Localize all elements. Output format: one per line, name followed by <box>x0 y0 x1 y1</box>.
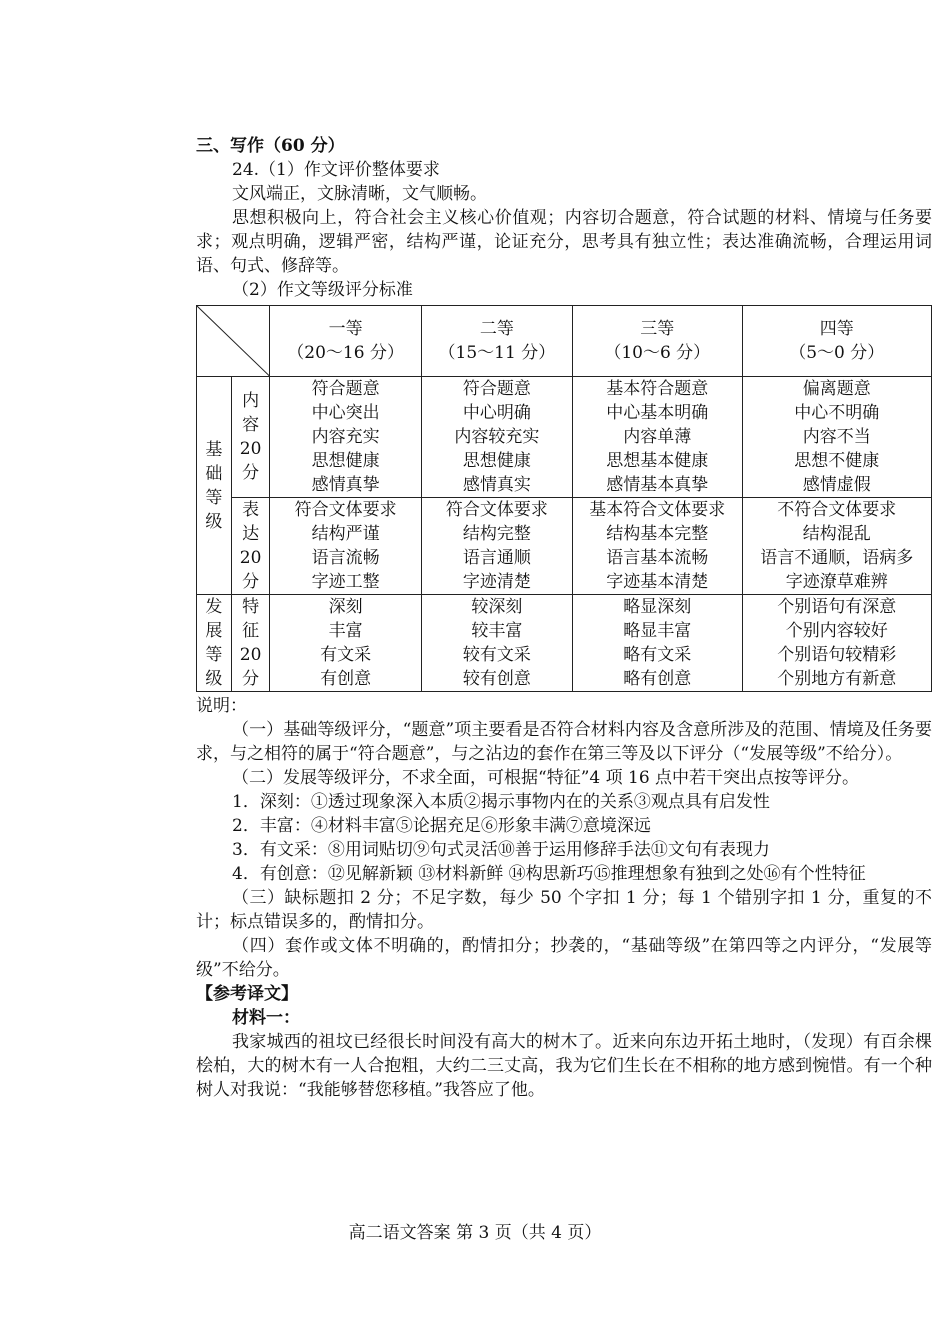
q24-requirement-paragraph: 思想积极向上，符合社会主义核心价值观；内容切合题意，符合试题的材料、情境与任务要求；观点明确，逻辑严密，结构严谨，论证充分，思考具有独立性；表达准确流畅，合理运用词语、句式、修辞等。 <box>196 208 932 276</box>
sub-expression-label: 表 达 20 分 <box>231 498 270 595</box>
feature-grade-1: 深刻 丰富 有文采 有创意 <box>270 595 421 692</box>
group-basic-label: 基 础 等 级 <box>197 377 232 595</box>
note-2: （二）发展等级评分，不求全面，可根据“特征”4 项 16 点中若干突出点按等评分。 <box>232 768 860 788</box>
note-2-item-2: 2．丰富：④材料丰富⑤论据充足⑥形象丰满⑦意境深远 <box>232 816 651 836</box>
section-title: 三、写作（60 分） <box>196 136 345 156</box>
feature-grade-3: 略显深刻 略显丰富 略有文采 略有创意 <box>573 595 743 692</box>
grading-table <box>196 305 932 692</box>
expression-grade-2: 符合文体要求 结构完整 语言通顺 字迹清楚 <box>421 498 572 595</box>
sub-content-label: 内 容 20 分 <box>231 377 270 498</box>
content-grade-4: 偏离题意 中心不明确 内容不当 思想不健康 感情虚假 <box>742 377 931 498</box>
page-content <box>196 134 932 1102</box>
expression-grade-3: 基本符合文体要求 结构基本完整 语言基本流畅 字迹基本清楚 <box>573 498 743 595</box>
group-development-label: 发 展 等 级 <box>197 595 232 692</box>
content-grade-3: 基本符合题意 中心基本明确 内容单薄 思想基本健康 感情基本真挚 <box>573 377 743 498</box>
page-footer: 高二语文答案 第 3 页（共 4 页） <box>348 1223 602 1243</box>
content-grade-2: 符合题意 中心明确 内容较充实 思想健康 感情真实 <box>421 377 572 498</box>
notes-title: 说明： <box>196 696 247 716</box>
header-grade-2: 二等 （15～11 分） <box>421 306 572 377</box>
table-row-expression <box>197 498 932 595</box>
q24-requirement-title: 24.（1）作文评价整体要求 <box>232 160 440 180</box>
note-1: （一）基础等级评分，“题意”项主要看是否符合材料内容及含意所涉及的范围、情境及任务要求，与之相符的属于“符合题意”，与之沾边的套作在第三等及以下评分（“发展等级”不给分）。 <box>196 720 932 764</box>
material-1-paragraph: 我家城西的祖坟已经很长时间没有高大的树木了。近来向东边开拓土地时，（发现）有百余棵桧柏，大的树木有一人合抱粗，大约二三丈高，我为它们生长在不相称的地方感到惋惜。有一个种树人对我说：“我能够替您移植。”我答应了他。 <box>196 1032 932 1100</box>
table-row-content <box>197 377 932 498</box>
material-1-title: 材料一： <box>232 1008 300 1028</box>
reference-translation-title: 【参考译文】 <box>196 984 298 1004</box>
expression-grade-1: 符合文体要求 结构严谨 语言流畅 字迹工整 <box>270 498 421 595</box>
note-2-item-3: 3．有文采：⑧用词贴切⑨句式灵活⑩善于运用修辞手法⑪文句有表现力 <box>232 840 770 860</box>
note-2-item-1: 1．深刻：①透过现象深入本质②揭示事物内在的关系③观点具有启发性 <box>232 792 770 812</box>
q24-requirement-line: 文风端正，文脉清晰，文气顺畅。 <box>232 184 487 204</box>
feature-grade-2: 较深刻 较丰富 较有文采 较有创意 <box>421 595 572 692</box>
sub-feature-label: 特 征 20 分 <box>231 595 270 692</box>
table-header-row <box>197 306 932 377</box>
header-grade-3: 三等 （10～6 分） <box>573 306 743 377</box>
note-4: （四）套作或文体不明确的，酌情扣分；抄袭的，“基础等级”在第四等之内评分，“发展等级”不给分。 <box>196 936 932 980</box>
expression-grade-4: 不符合文体要求 结构混乱 语言不通顺，语病多 字迹潦草难辨 <box>742 498 931 595</box>
q24-standard-title: （2）作文等级评分标准 <box>232 280 413 300</box>
note-2-item-4: 4．有创意：⑫见解新颖 ⑬材料新鲜 ⑭构思新巧⑮推理想象有独到之处⑯有个性特征 <box>232 864 866 884</box>
note-3: （三）缺标题扣 2 分；不足字数，每少 50 个字扣 1 分；每 1 个错别字扣 1 分，重复的不计；标点错误多的，酌情扣分。 <box>196 888 932 932</box>
feature-grade-4: 个别语句有深意 个别内容较好 个别语句较精彩 个别地方有新意 <box>742 595 931 692</box>
header-grade-4: 四等 （5～0 分） <box>742 306 931 377</box>
table-row-feature <box>197 595 932 692</box>
table-corner <box>197 306 270 377</box>
content-grade-1: 符合题意 中心突出 内容充实 思想健康 感情真挚 <box>270 377 421 498</box>
header-grade-1: 一等 （20～16 分） <box>270 306 421 377</box>
